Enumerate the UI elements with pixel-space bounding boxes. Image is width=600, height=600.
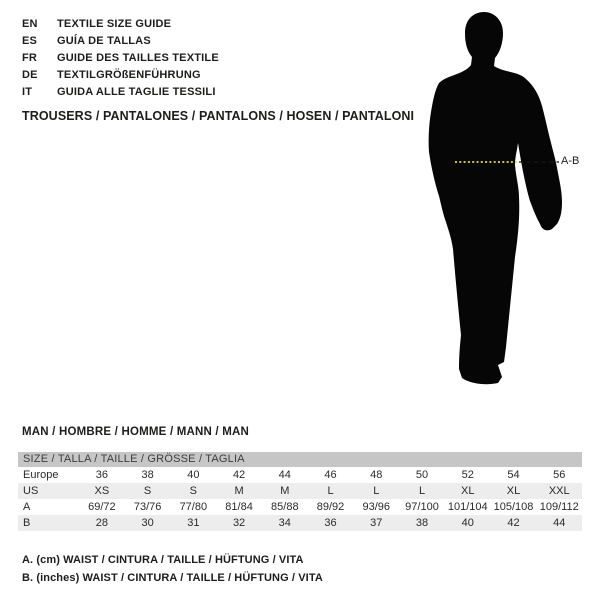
size-cell: 56: [553, 469, 566, 481]
language-code: DE: [22, 69, 38, 81]
language-label: GUIDE DES TAILLES TEXTILE: [57, 52, 219, 64]
size-cell: 36: [95, 469, 108, 481]
size-cell: 34: [278, 517, 291, 529]
man-silhouette-shape: [429, 12, 562, 384]
size-cell: 44: [278, 469, 291, 481]
size-cell: 40: [187, 469, 200, 481]
category-title: TROUSERS / PANTALONES / PANTALONS / HOSEN / PANTALONI: [22, 109, 415, 123]
size-cell: 32: [232, 517, 246, 529]
size-cell: 40: [461, 517, 474, 529]
size-cell: 28: [95, 517, 108, 529]
note-a: A. (cm) WAIST / CINTURA / TAILLE / HÜFTUNG / VITA: [22, 554, 304, 566]
language-label: TEXTILGRÖßENFÜHRUNG: [57, 69, 201, 81]
size-cell: XXL: [548, 485, 570, 497]
row-label: B: [23, 517, 31, 529]
size-cell: 93/96: [362, 501, 391, 513]
size-cell: L: [418, 485, 426, 497]
size-cell: 77/80: [179, 501, 208, 513]
size-cell: 50: [415, 469, 429, 481]
measurement-notes: [22, 552, 323, 587]
language-label: GUIDA ALLE TAGLIE TESSILI: [57, 86, 216, 98]
size-cell: 48: [370, 469, 383, 481]
size-cell: XL: [461, 485, 475, 497]
table-row-a-cm: [18, 499, 582, 515]
language-code: ES: [22, 35, 38, 47]
measure-label-ab: A-B: [561, 155, 580, 167]
size-cell: 44: [553, 517, 566, 529]
man-silhouette: [415, 5, 585, 390]
language-code: FR: [22, 52, 38, 64]
size-cell: 54: [507, 469, 520, 481]
size-cell: M: [280, 485, 290, 497]
size-cell: XL: [506, 485, 521, 497]
table-header: SIZE / TALLA / TAILLE / GRÖSSE / TAGLIA: [18, 452, 582, 467]
language-row-es: [22, 33, 219, 50]
language-row-it: [22, 84, 219, 101]
size-cell: 31: [187, 517, 200, 529]
table-row-europe: [18, 467, 582, 483]
size-cell: 97/100: [405, 501, 439, 513]
language-code: EN: [22, 18, 38, 30]
language-row-en: [22, 16, 219, 33]
size-cell: 73/76: [133, 501, 162, 513]
language-label: GUÍA DE TALLAS: [57, 35, 151, 47]
size-cell: L: [373, 485, 380, 497]
size-cell: 52: [461, 469, 474, 481]
size-cell: 38: [415, 517, 429, 529]
size-cell: 36: [324, 517, 337, 529]
size-cell: 37: [370, 517, 383, 529]
language-row-fr: [22, 50, 219, 67]
size-cell: 69/72: [88, 501, 116, 513]
size-cell: S: [189, 485, 197, 497]
size-table: [18, 452, 582, 531]
table-row-b-inches: [18, 515, 582, 531]
row-label: A: [23, 501, 31, 513]
size-cell: 89/92: [316, 501, 345, 513]
language-legend: [22, 16, 219, 101]
section-title-man: MAN / HOMBRE / HOMME / MANN / MAN: [22, 426, 250, 438]
size-cell: M: [234, 485, 244, 497]
size-cell: 42: [507, 517, 520, 529]
size-cell: XS: [94, 485, 110, 497]
size-cell: 30: [141, 517, 154, 529]
size-cell: 85/88: [271, 501, 299, 513]
size-cell: 81/84: [225, 501, 253, 513]
language-row-de: [22, 67, 219, 84]
size-cell: L: [327, 485, 334, 497]
size-cell: 105/108: [493, 501, 534, 513]
note-b: B. (inches) WAIST / CINTURA / TAILLE / HÜFTUNG / VITA: [22, 571, 323, 584]
size-cell: 109/112: [539, 501, 579, 513]
table-row-us: [18, 483, 582, 499]
size-cell: 42: [232, 469, 246, 481]
language-label: TEXTILE SIZE GUIDE: [57, 18, 172, 30]
size-cell: S: [143, 485, 152, 497]
row-label: Europe: [23, 469, 59, 481]
row-label: US: [23, 485, 39, 497]
size-cell: 101/104: [447, 501, 488, 513]
size-cell: 38: [141, 469, 154, 481]
size-cell: 46: [324, 469, 337, 481]
language-code: IT: [22, 86, 33, 98]
